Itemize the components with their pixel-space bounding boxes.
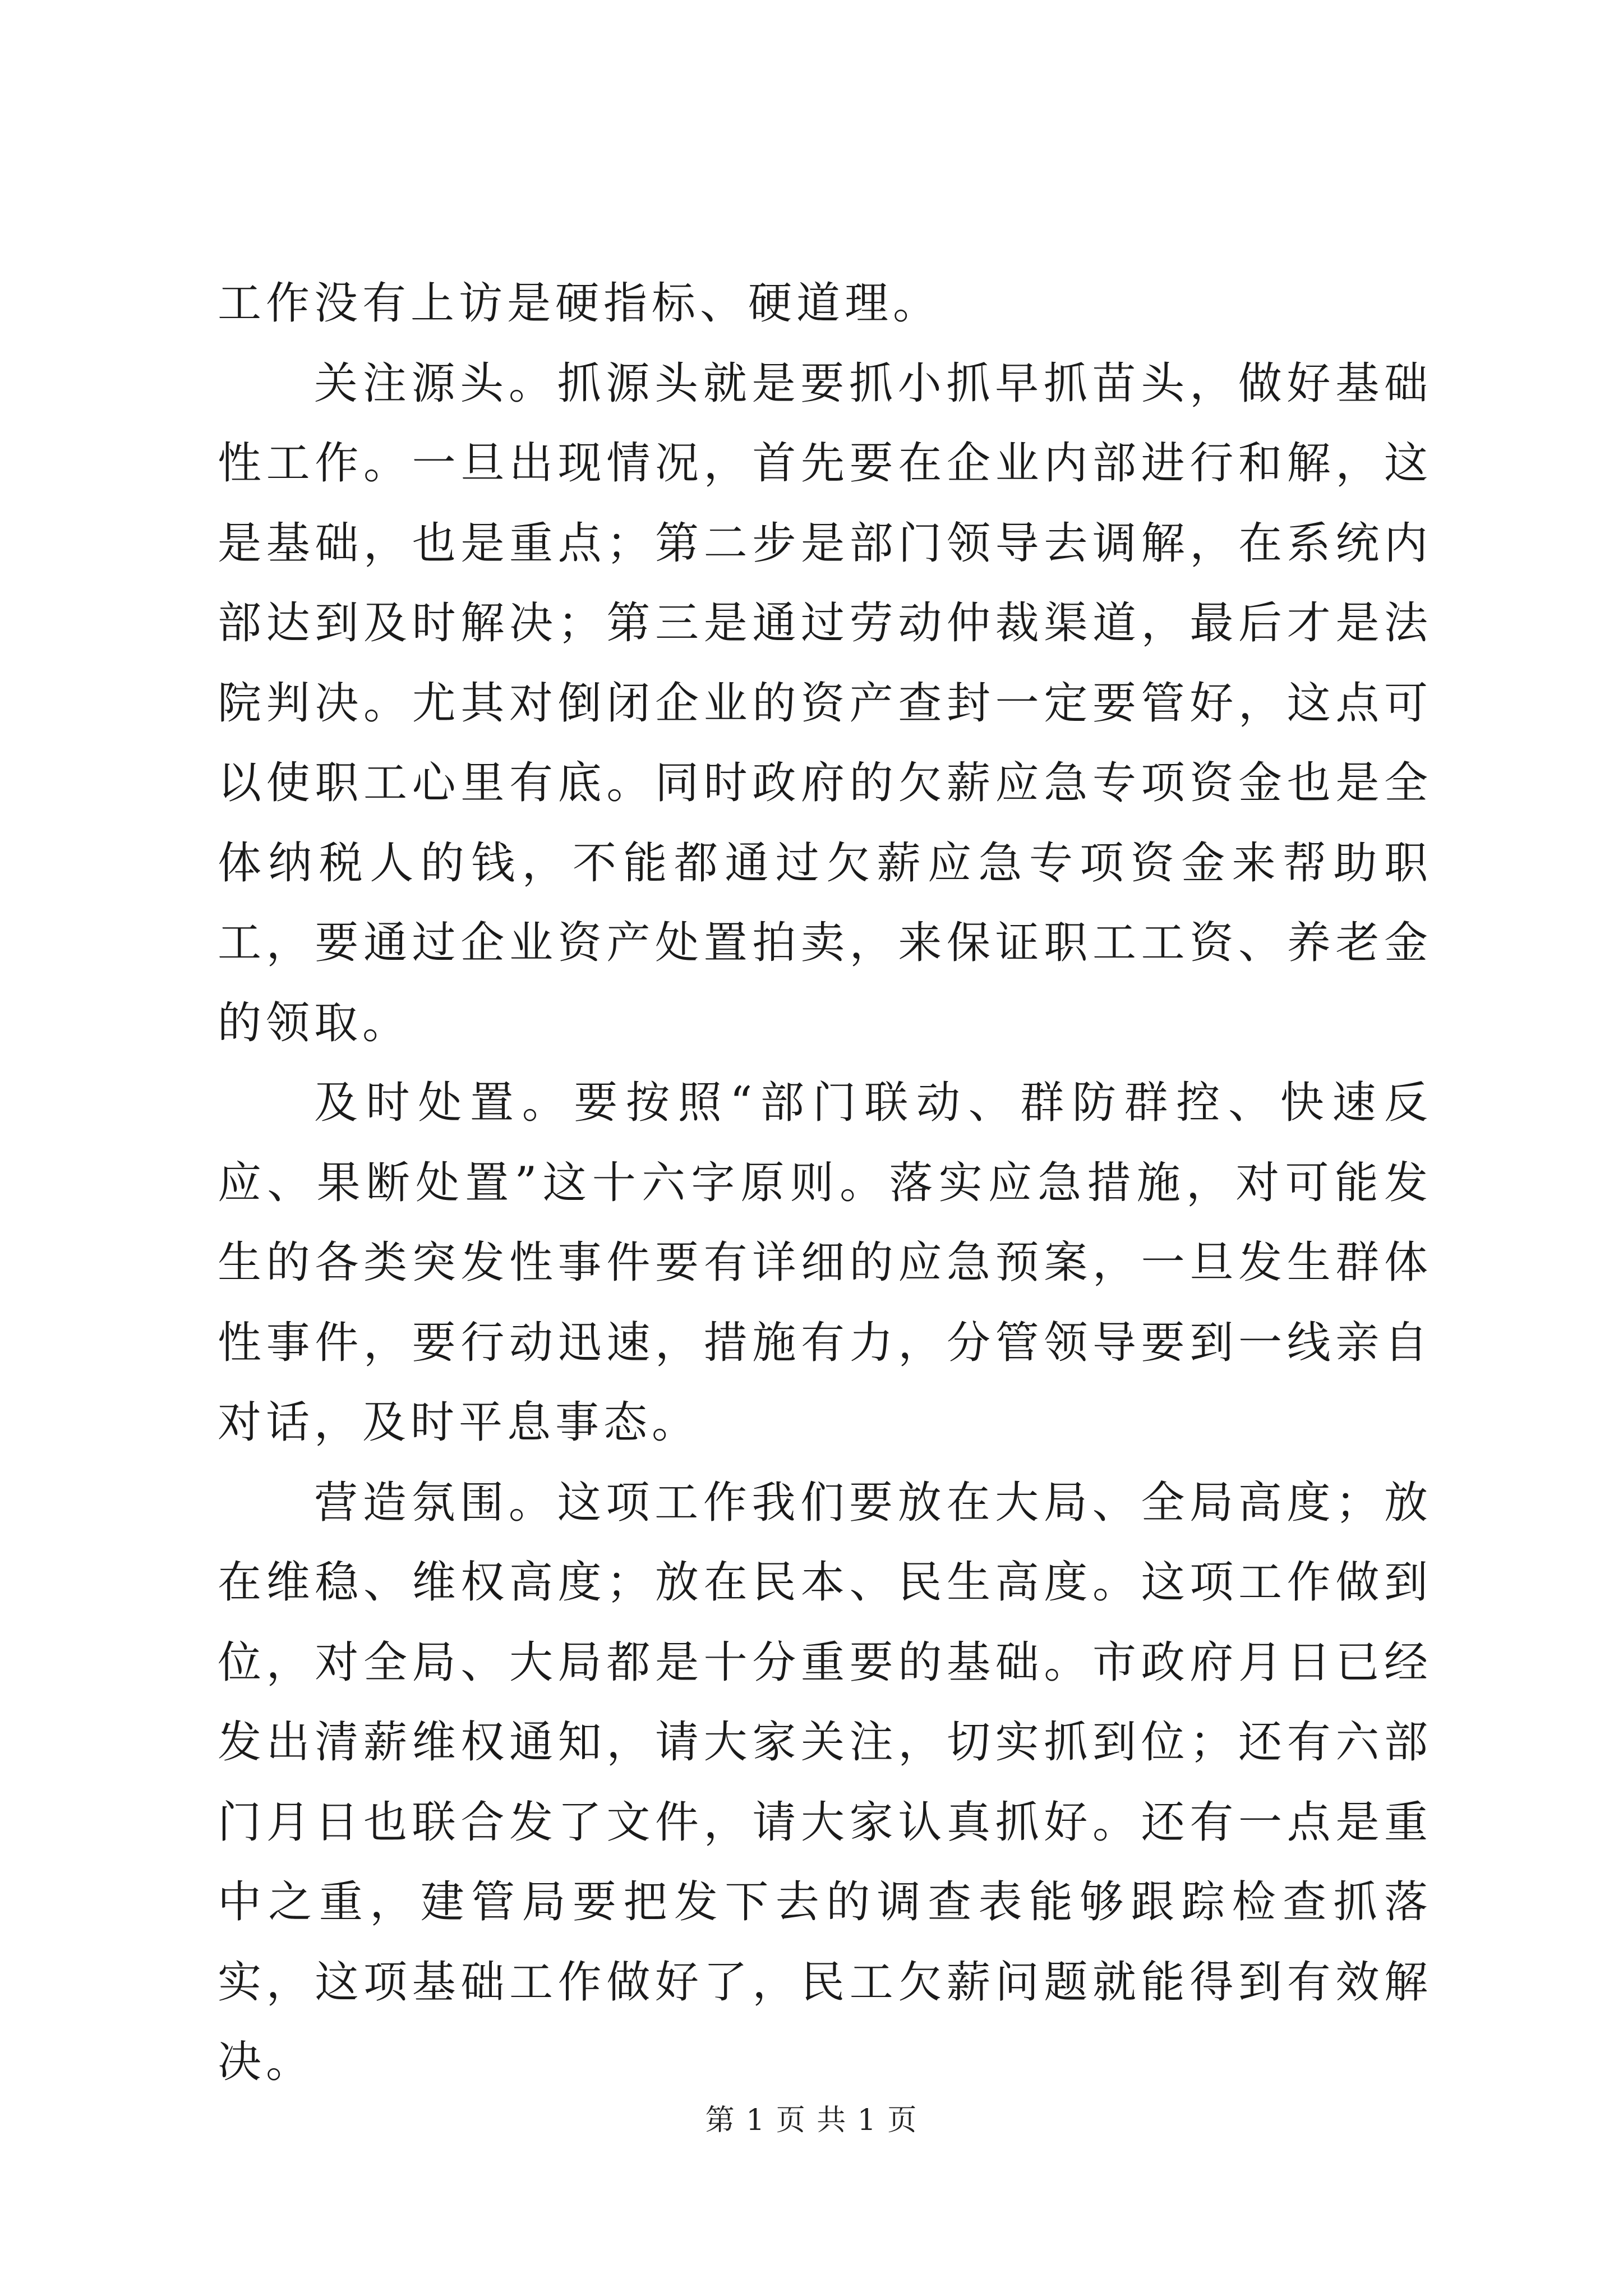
paragraph-continuation: 工作没有上访是硬指标、硬道理。 <box>218 278 942 329</box>
paragraph-create-atmosphere: 营造氛围。这项工作我们要放在大局、全局高度；放在维稳、维权高度；放在民本、民生高度。这项工作做到位，对全局、大局都是十分重要的基础。市政府月日已经发出清薪维权通知，请大家关注，切实抓到位；还有六部门月日也联合发了文件，请大家认真抓好。还有一点是重中之重，建管局要把发下去的调查表能够跟踪检查抓落实，这项基础工作做好了，民工欠薪问题就能得到有效解决。 <box>218 1477 1432 2087</box>
document-body <box>218 264 1432 2102</box>
paragraph-source-focus: 关注源头。抓源头就是要抓小抓早抓苗头，做好基础性工作。一旦出现情况，首先要在企业内部进行和解，这是基础，也是重点；第二步是部门领导去调解，在系统内部达到及时解决；第三是通过劳动仲裁渠道，最后才是法院判决。尤其对倒闭企业的资产查封一定要管好，这点可以使职工心里有底。同时政府的欠薪应急专项资金也是全体纳税人的钱，不能都通过欠薪应急专项资金来帮助职工，要通过企业资产处置拍卖，来保证职工工资、养老金的领取。 <box>218 358 1432 1048</box>
page-number-footer: 第 1 页 共 1 页 <box>705 2104 918 2137</box>
paragraph-timely-handling: 及时处置。要按照“部门联动、群防群控、快速反应、果断处置”这十六字原则。落实应急措施，对可能发生的各类突发性事件要有详细的应急预案，一旦发生群体性事件，要行动迅速，措施有力，分管领导要到一线亲自对话，及时平息事态。 <box>218 1078 1432 1448</box>
